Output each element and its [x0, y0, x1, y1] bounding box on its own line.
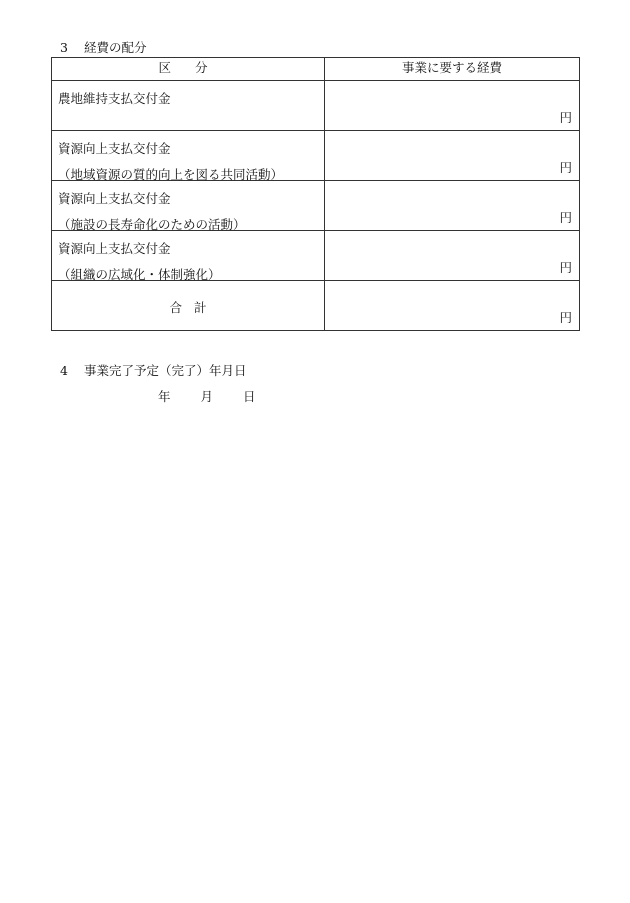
category-sublabel: （施設の長寿命化のための活動）: [58, 217, 246, 232]
section-4-number: 4: [60, 363, 68, 378]
category-cell: [52, 231, 325, 281]
amount-cell[interactable]: [325, 231, 580, 281]
table-header-row: [52, 58, 580, 81]
category-sublabel: （地域資源の質的向上を図る共同活動）: [58, 167, 284, 182]
year-label: 年: [158, 389, 171, 404]
amount-cell[interactable]: [325, 131, 580, 181]
table-row: [52, 81, 580, 131]
yen-unit: 円: [559, 310, 572, 325]
section-3-number: 3: [60, 40, 68, 55]
completion-date[interactable]: [158, 387, 256, 405]
yen-unit: 円: [559, 260, 572, 275]
month-label: 月: [200, 389, 214, 404]
amount-cell[interactable]: [325, 181, 580, 231]
category-cell: [52, 81, 325, 131]
table-total-row: [52, 281, 580, 331]
yen-unit: 円: [559, 110, 572, 125]
total-amount-cell[interactable]: [325, 281, 580, 331]
expense-allocation-table: [51, 57, 580, 331]
table-row: [52, 181, 580, 231]
category-cell: [52, 181, 325, 231]
header-amount: 事業に要する経費: [325, 58, 580, 81]
category-label: 農地維持支払交付金: [58, 91, 171, 106]
category-cell: [52, 131, 325, 181]
amount-cell[interactable]: [325, 81, 580, 131]
section-4-title: 事業完了予定（完了）年月日: [84, 363, 247, 378]
category-sublabel: （組織の広域化・体制強化）: [58, 267, 221, 282]
total-label-cell: [52, 281, 325, 331]
yen-unit: 円: [559, 160, 572, 175]
section-4-heading: [60, 361, 247, 379]
category-label: 資源向上支払交付金: [58, 141, 171, 156]
header-category: 区 分: [52, 58, 325, 81]
section-3-heading: [60, 38, 147, 56]
day-label: 日: [243, 389, 256, 404]
table-row: [52, 131, 580, 181]
section-3-title: 経費の配分: [84, 40, 147, 55]
yen-unit: 円: [559, 210, 572, 225]
table-row: [52, 231, 580, 281]
category-label: 資源向上支払交付金: [58, 241, 171, 256]
total-label: 合計: [169, 300, 219, 315]
category-label: 資源向上支払交付金: [58, 191, 171, 206]
